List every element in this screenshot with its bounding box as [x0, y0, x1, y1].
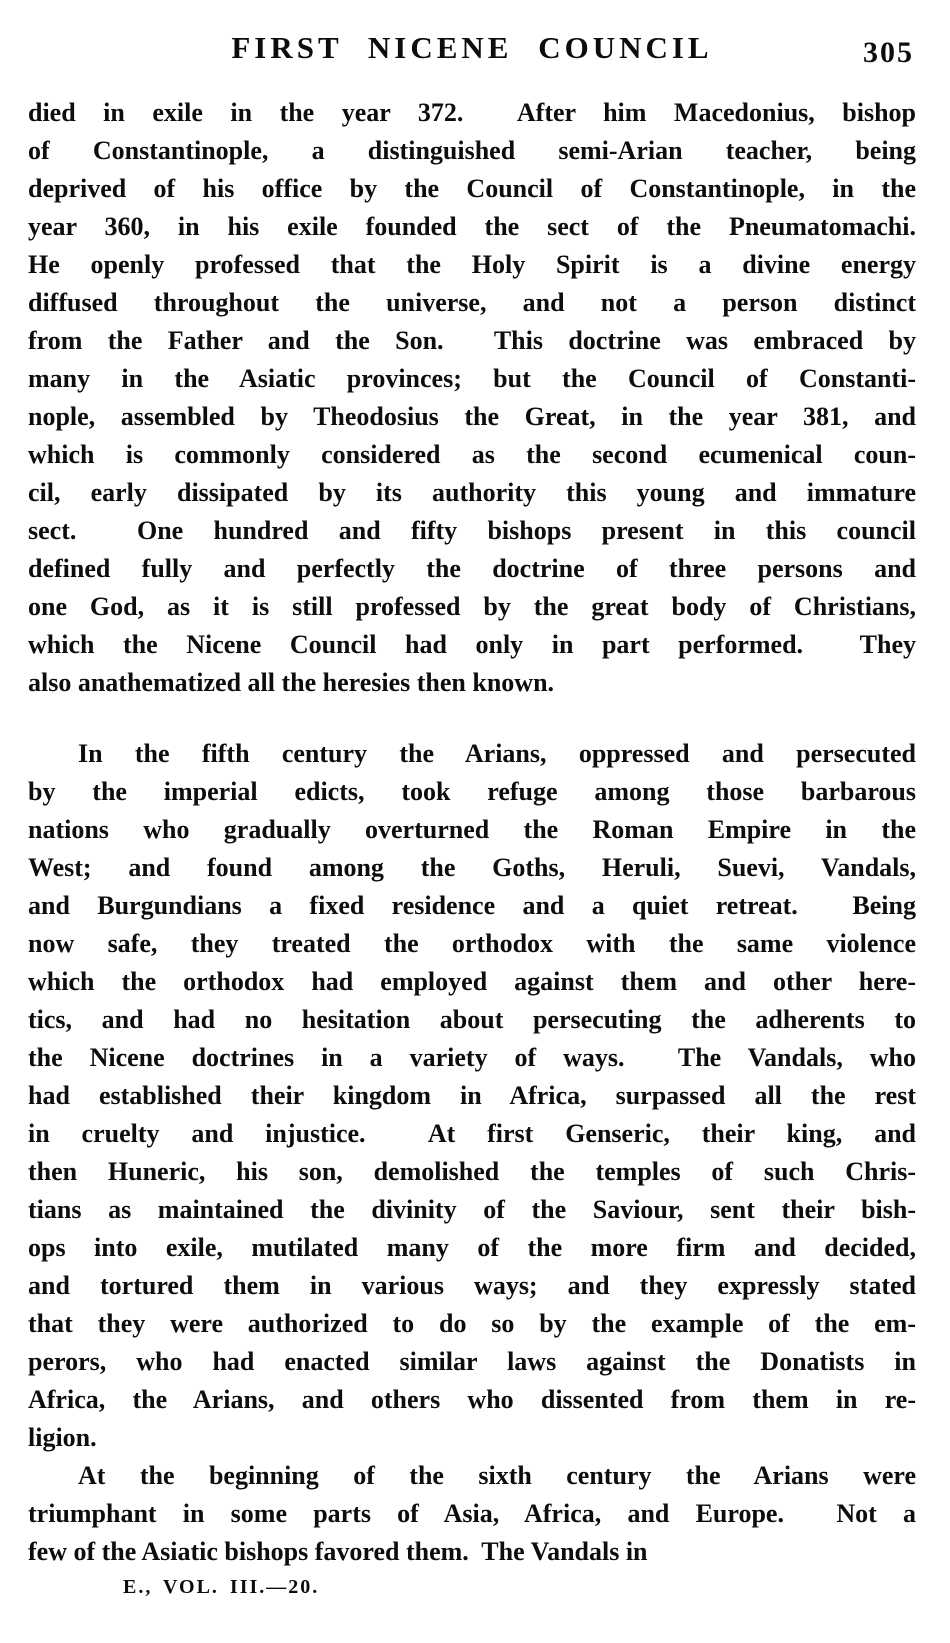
text-line: died in exile in the year 372. After him Macedonius, bishop — [28, 98, 916, 127]
printer-signature: E., VOL. III.—20. — [123, 1576, 320, 1598]
text-line: ops into exile, mutilated many of the more firm and decided, — [28, 1233, 916, 1262]
text-line: In the fifth century the Arians, oppressed and persecuted — [78, 739, 916, 768]
text-line: that they were authorized to do so by the example of the em- — [28, 1309, 916, 1338]
text-line: cil, early dissipated by its authority this young and immature — [28, 478, 916, 507]
text-line: also anathematized all the heresies then known. — [28, 668, 555, 697]
text-line: then Huneric, his son, demolished the temples of such Chris- — [28, 1157, 916, 1186]
text-line: now safe, they treated the orthodox with the same violence — [28, 929, 916, 958]
text-line: in cruelty and injustice. At first Genseric, their king, and — [28, 1119, 916, 1148]
text-line: one God, as it is still professed by the great body of Christians, — [28, 592, 916, 621]
text-line: few of the Asiatic bishops favored them. The Vandals in — [28, 1537, 648, 1566]
text-line: nople, assembled by Theodosius the Great, in the year 381, and — [28, 402, 916, 431]
text-line: and tortured them in various ways; and they expressly stated — [28, 1271, 916, 1300]
text-line: ligion. — [28, 1423, 97, 1452]
text-line: by the imperial edicts, took refuge among those barbarous — [28, 777, 916, 806]
text-line: and Burgundians a fixed residence and a quiet retreat. Being — [28, 891, 916, 920]
text-line: sect. One hundred and fifty bishops present in this council — [28, 516, 916, 545]
text-line: perors, who had enacted similar laws against the Donatists in — [28, 1347, 916, 1376]
text-line: He openly professed that the Holy Spirit is a divine energy — [28, 250, 916, 279]
running-header-title: FIRST NICENE COUNCIL — [231, 30, 713, 65]
paragraph — [28, 1457, 916, 1571]
text-line: tians as maintained the divinity of the Saviour, sent their bish- — [28, 1195, 916, 1224]
text-line: many in the Asiatic provinces; but the Council of Constanti- — [28, 364, 916, 393]
text-line: year 360, in his exile founded the sect of the Pneumatomachi. — [28, 212, 916, 241]
text-line: tics, and had no hesitation about persecuting the adherents to — [28, 1005, 916, 1034]
text-line: of Constantinople, a distinguished semi-Arian teacher, being — [28, 136, 916, 165]
text-line: from the Father and the Son. This doctrine was embraced by — [28, 326, 916, 355]
text-line: deprived of his office by the Council of Constantinople, in the — [28, 174, 916, 203]
text-line: defined fully and perfectly the doctrine of three persons and — [28, 554, 916, 583]
running-header — [28, 26, 916, 70]
text-line: which the orthodox had employed against them and other here- — [28, 967, 916, 996]
text-line: which is commonly considered as the second ecumenical coun- — [28, 440, 916, 469]
text-line: which the Nicene Council had only in part performed. They — [28, 630, 916, 659]
page-body — [28, 94, 916, 1571]
text-line: At the beginning of the sixth century the Arians were — [78, 1461, 916, 1490]
text-line: the Nicene doctrines in a variety of ways. The Vandals, who — [28, 1043, 916, 1072]
paragraph — [28, 94, 916, 702]
text-line: triumphant in some parts of Asia, Africa, and Europe. Not a — [28, 1499, 916, 1528]
paragraph — [28, 735, 916, 1457]
text-line: had established their kingdom in Africa, surpassed all the rest — [28, 1081, 916, 1110]
page-number: 305 — [863, 36, 914, 69]
text-line: nations who gradually overturned the Roman Empire in the — [28, 815, 916, 844]
text-line: diffused throughout the universe, and not a person distinct — [28, 288, 916, 317]
text-line: West; and found among the Goths, Heruli, Suevi, Vandals, — [28, 853, 916, 882]
text-line: Africa, the Arians, and others who dissented from them in re- — [28, 1385, 916, 1414]
